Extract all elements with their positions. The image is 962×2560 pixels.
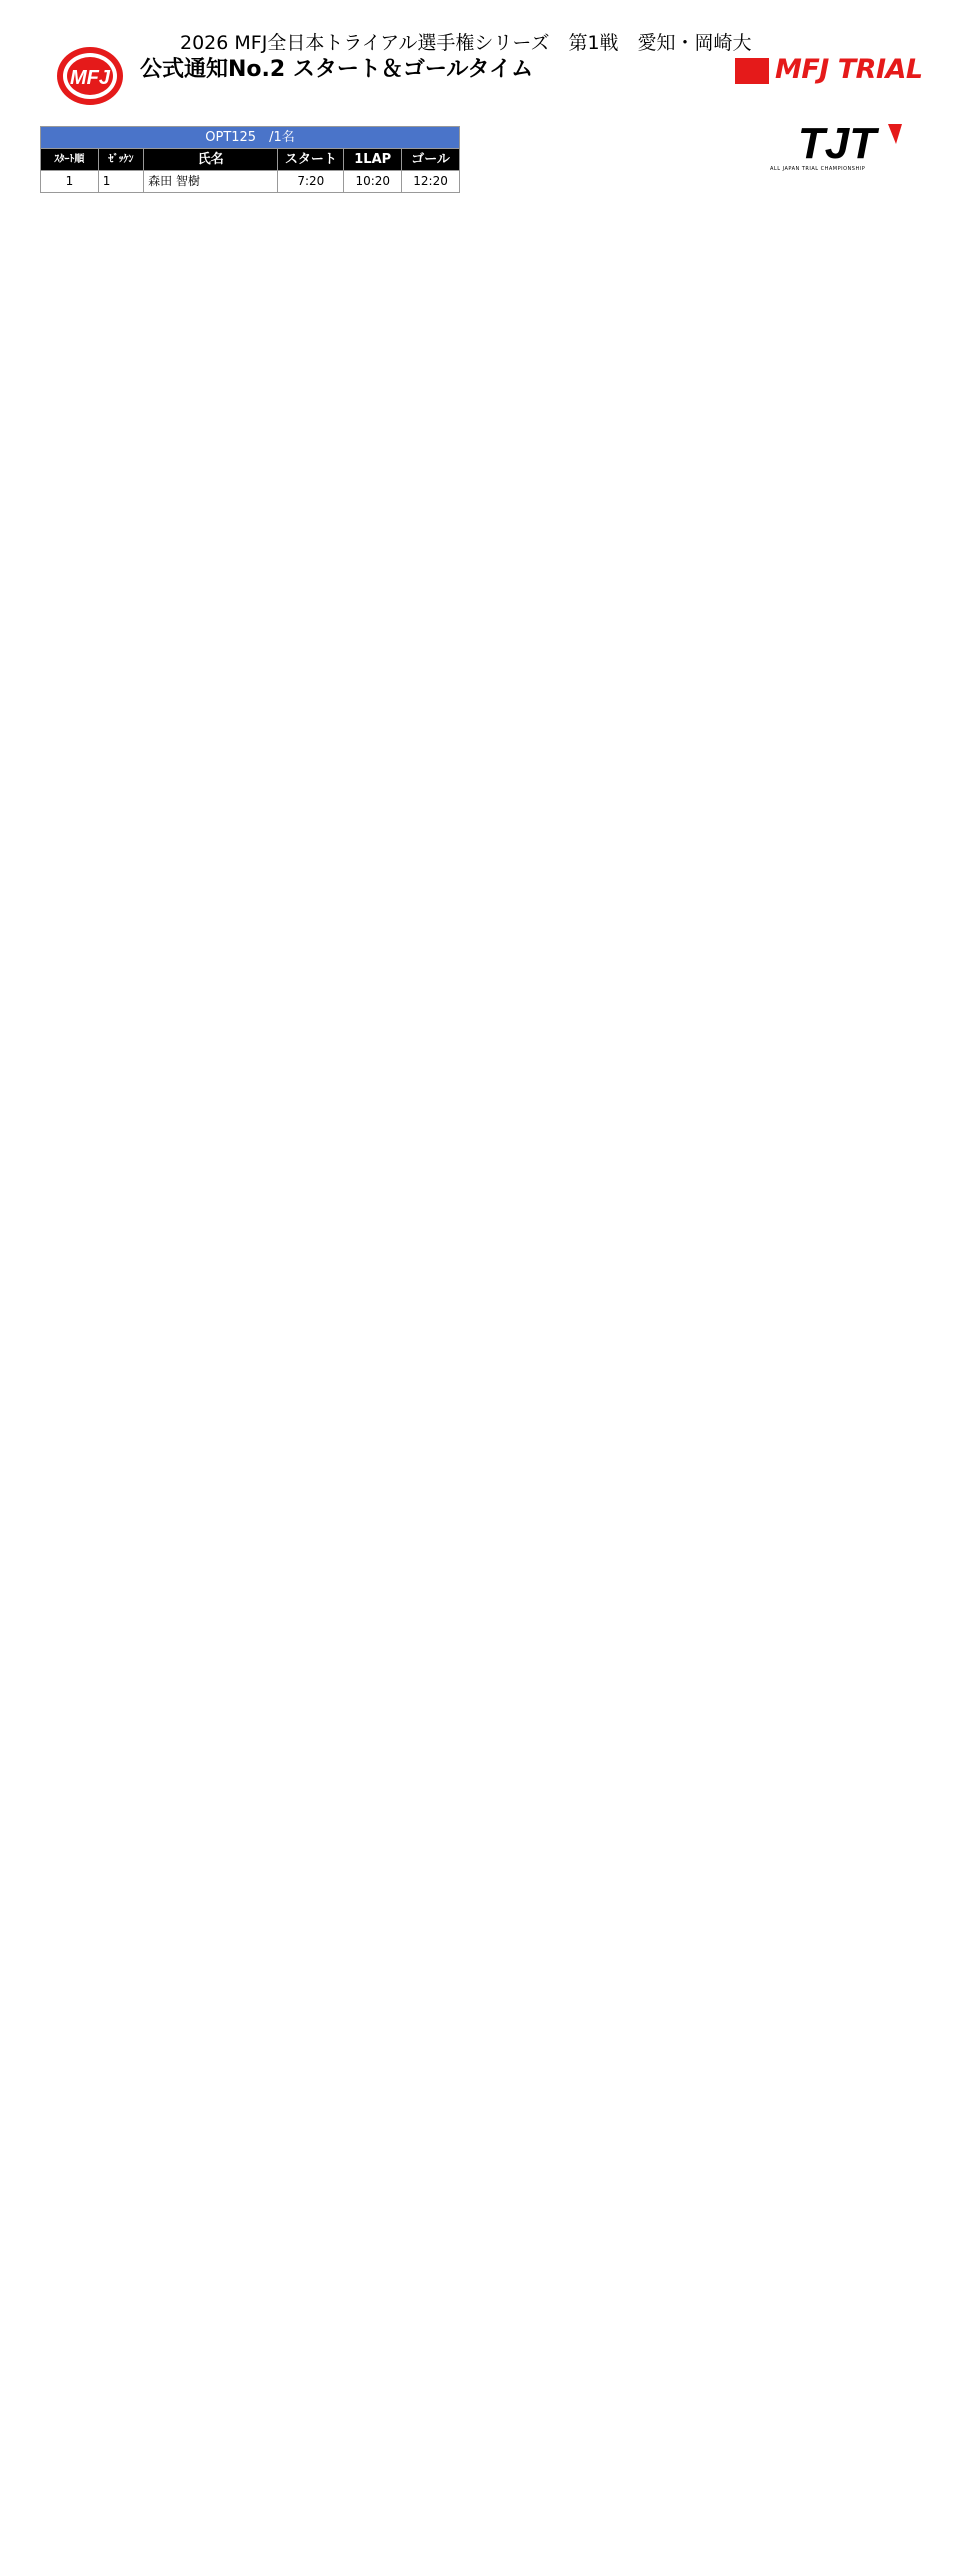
lap-time: 10:20 [344, 171, 402, 193]
start-time: 7:20 [278, 171, 344, 193]
opt125-table [40, 126, 460, 193]
svg-text:MFJ: MFJ [70, 67, 110, 89]
col-header-bib: ｾﾞｯｹﾝ [98, 149, 143, 171]
table-row [41, 171, 460, 193]
page-title: 2026 MFJ全日本トライアル選手権シリーズ 第1戦 愛知・岡崎大 [180, 32, 752, 54]
start-order: 1 [41, 171, 99, 193]
col-header-goal: ゴール [402, 149, 460, 171]
table-header-row [41, 149, 460, 171]
tjt-logo: TJT ALL JAPAN TRIAL CHAMPIONSHIP [770, 118, 905, 178]
svg-text:TJT: TJT [797, 119, 877, 166]
col-header-order: ｽﾀｰﾄ順 [41, 149, 99, 171]
table-caption-row [41, 127, 460, 149]
col-header-start: スタート [278, 149, 344, 171]
col-header-lap: 1LAP [344, 149, 402, 171]
rider-name: 森田 智樹 [144, 171, 278, 193]
col-header-name: 氏名 [144, 149, 278, 171]
page-subtitle: 公式通知No.2 スタート＆ゴールタイム [140, 57, 534, 82]
bib-number: 1 [98, 171, 143, 193]
goal-time: 12:20 [402, 171, 460, 193]
mfj-logo [55, 45, 125, 107]
table-caption: OPT125 /1名 [41, 127, 460, 149]
mfj-trial-logo: MFJ TRIAL [735, 55, 940, 87]
